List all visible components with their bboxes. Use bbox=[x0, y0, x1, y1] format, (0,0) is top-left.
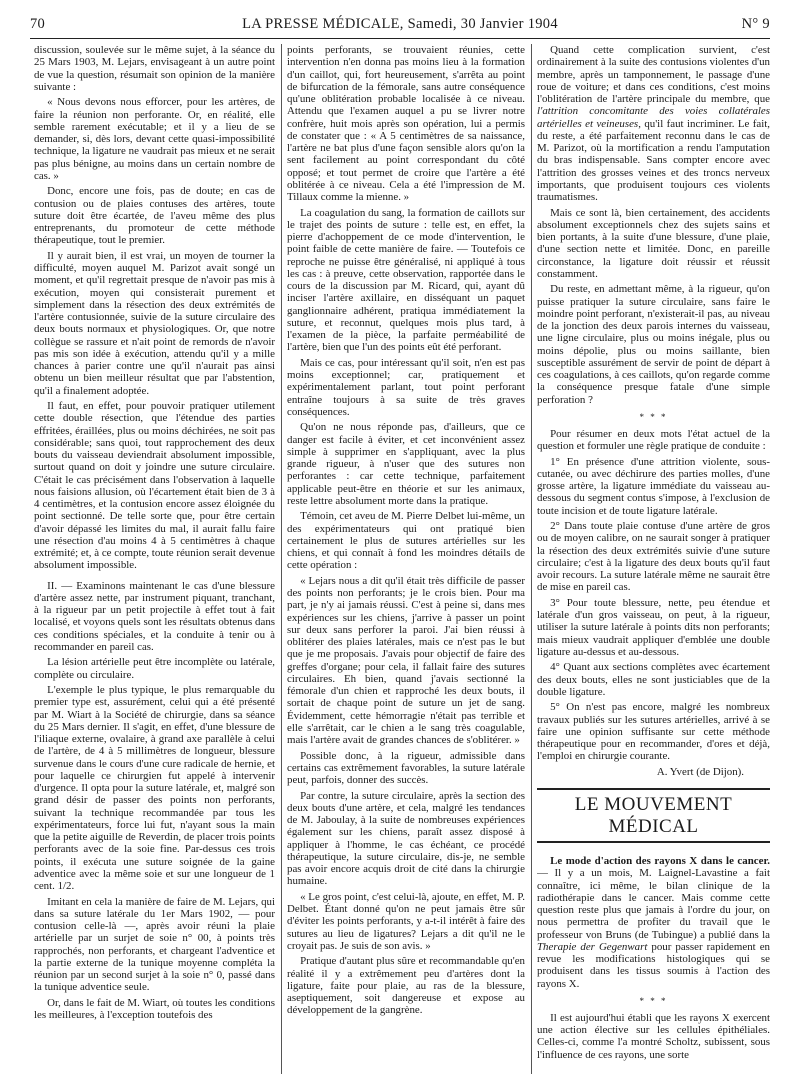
paragraph: Mais ce cas, pour intéressant qu'il soit, n'en est pas moins exceptionnel; car, pratiquement et expérimentalement parlant, tout point perforant entraîne toujours à sa suite de très graves conséquences. bbox=[287, 356, 525, 418]
list-item: 3° Pour toute blessure, nette, peu étendue et latérale d'un gros vaisseau, on peut, à la rigueur, utiliser la suture latérale à points dits non perforants; mais mieux vaudrait appliquer d'emblée une double ligature au-dessus et au-dessous. bbox=[537, 596, 770, 658]
page-number: 70 bbox=[30, 16, 46, 32]
paragraph bbox=[537, 855, 770, 990]
paragraph: La coagulation du sang, la formation de caillots sur le trajet des points de suture : telle est, en effet, la pierre d'achoppement de ce mode d'intervention, le point faible de cette manière de faire. — Toutefois ce reproche ne puisse être généralisé, ni appliqué à tous les cas : à preuve, cette observation, rapportée dans le cours de la discussion par M. Ricard, qui, ayant dû inciser l'artère axillaire, en disséquant un paquet ganglionnaire adhérent, pratiqua immédiatement la suture, et reconnut, quelques mois plus tard, à l'examen de la pièce, la parfaite perméabilité de l'artère, bien que l'un des points eût été perforant. bbox=[287, 206, 525, 354]
column-3 bbox=[537, 44, 770, 1074]
paragraph: La lésion artérielle peut être incomplète ou latérale, complète ou circulaire. bbox=[34, 656, 275, 681]
article-subhead: Le mode d'action des rayons X dans le cancer. bbox=[550, 855, 770, 868]
section-title: LE MOUVEMENT MÉDICAL bbox=[537, 788, 770, 843]
section-ornament: * * * bbox=[639, 411, 668, 422]
paragraph: Imitant en cela la manière de faire de M. Lejars, qui dans sa suture latérale du 1er Mars 1902, — pour contusion celle-là —, après avoir réuni la plaie artérielle par un surjet de soie n° 00, à points très rapprochés, non perforants, et chargeant l'adventice et la partie externe de la tunique moyenne compléta la réunion par un second surjet à la soie n° 0, passé dans la tunique adventice seule. bbox=[34, 895, 275, 994]
paragraph: Il y aurait bien, il est vrai, un moyen de tourner la difficulté, moyen auquel M. Parizot avait songé un moment, et qu'il regrettait presque de n'avoir pas mis à exécution, moyen qui consisterait purement et simplement dans la résection des deux extrémités de l'artère contusionnée, suivie de la suture circulaire des deux bouts normaux et physiologiques. Or, que notre collègue se rassure et n'ait point de remords de n'avoir pas mis son idée à exécution, attendu qu'il y a mille chances à parier contre une qu'il n'aurait pas ainsi obtenu un bien meilleur résultat que par l'abstention, qu'il a finalement adoptée. bbox=[34, 249, 275, 397]
issue-number: N° 9 bbox=[741, 16, 770, 32]
paragraph: Pour résumer en deux mots l'état actuel de la question et formuler une règle pratique de conduite : bbox=[537, 427, 770, 453]
text-run: Quand cette complication survient, c'est ordinairement à la suite des contusions violentes d'un membre, après un tamponnement, le passage d'une roue de voiture; et dans ces conditions, c'est moins l'oblitération de l'artère principale du membre, que bbox=[537, 44, 770, 105]
paragraph: Du reste, en admettant même, à la rigueur, qu'on puisse pratiquer la suture circulaire, sans faire le moindre point perforant, n'existerait-il pas, au niveau de la jonction des deux parois internes du vaisseau, une ligne circulaire, plus ou moins inégale, plus ou moins dépolie, plus ou moins saillante, bien susceptible assurément de servir de point de départ à ces coagulations, à ces caillots, qu'on regarde comme la conséquence presque fatale d'une simple perforation ? bbox=[537, 283, 770, 406]
paragraph: Témoin, cet aveu de M. Pierre Delbet lui-même, un des expérimentateurs qui ont pratiqué bien certainement le plus de sutures artérielles sur les chiens, et qui connaît à fond les moindres détails de cette opération : bbox=[287, 510, 525, 572]
author-signature: A. Yvert (de Dijon). bbox=[656, 765, 744, 778]
text-run: pour passer rapidement en revue les modifications histologiques qui se produisent dans les tissus soumis à l'action des rayons X. bbox=[537, 940, 770, 990]
quotation: « Lejars nous a dit qu'il était très difficile de passer des points non perforants; je le crois bien. Pour ma part, je n'y ai jamais réussi. C'est à peine si, dans mes expériences sur les chiens, j'arrive à passer un point sur deux sans perforer la paroi. J'ai bien réussi à oblitérer des plaies latérales, mais ce n'est pas le but que je me proposais. J'avais pour objectif de faire des greffes d'organe; pour cela, il fallait faire des sutures circulaires. Eh bien, quand j'avais sectionné la fémorale d'un chien et rapproché les deux bouts, il sortait de chaque point de suture un jet de sang. Évidemment, cette hémorragie n'était pas terrible et elle s'arrêtait, car le chien a le sang très coagulable, mais l'artère avait de grandes chances de s'oblitérer. » bbox=[287, 574, 525, 747]
text-run: — Il y a un mois, M. Laignel-Lavastine a fait connaître, ici même, le bilan clinique de la radiothérapie dans le cancer. Mais comme cette question reste plus que jamais à l'ordre du jour, on nous permettra de profiter du travail que le professeur von Bruns (de Tubingue) a publié dans la bbox=[537, 867, 770, 941]
list-item: 2° Dans toute plaie contuse d'une artère de gros ou de moyen calibre, on ne saurait songer à pratiquer la résection des deux extrémités suivie d'une suture circulaire; c'est à la ligature des deux bouts qu'il faut avoir recours. La suture latérale même ne saurait être de mise en pareil cas. bbox=[537, 520, 770, 594]
text-run: , qu'il faut incriminer. Le fait, du reste, a été parfaitement reconnu dans le cas de M. Parizot, où la mortification a rendu l'amputation du bras indispensable. Sans compter encore avec l'attrition des grosses veines et des troncs nerveux importants, que produisent toujours ces violents traumatismes. bbox=[537, 117, 770, 203]
paragraph: Donc, encore une fois, pas de doute; en cas de contusion ou de plaies contuses des artères, toute suture doit être écartée, de l'aveu même des plus entreprenants, du promoteur de cette méthode thérapeutique, tout le premier. bbox=[34, 185, 275, 247]
list-item: 4° Quant aux sections complètes avec écartement des deux bouts, elles ne sont justiciables que de la double ligature. bbox=[537, 661, 770, 698]
paragraph: points perforants, se trouvaient réunies, cette intervention n'en donna pas moins lieu à la formation d'un caillot, qui, fort heureusement, s'arrêta au point de bifurcation de la fémorale, sans autre conséquence qu'une oblitération probable localisée à ce niveau. Attendu que l'examen auquel a pu se livrer notre confrère, huit mois après son opération, lui a permis de constater que : « A 5 centimètres de sa naissance, l'artère ne bat plus d'une façon sensible alors qu'on la sent facilement au point correspondant du côté opposé; et tout permet de croire que l'artère a été oblitérée à ce niveau. Cela a été l'impression de M. Tillaux comme la mienne. » bbox=[287, 44, 525, 203]
paragraph: Possible donc, à la rigueur, admissible dans certains cas extrêmement favorables, la suture latérale peut, parfois, donner des succès. bbox=[287, 749, 525, 787]
paragraph: II. — Examinons maintenant le cas d'une blessure d'artère assez nette, par instrument piquant, tranchant, à la rigueur par un petit projectile à effet tout à fait localisé, et voyons quels sont les résultats obtenus dans ces conditions spéciales, et la conduite à tenir ou à recommander en pareil cas. bbox=[34, 579, 275, 653]
paragraph: discussion, soulevée sur le même sujet, à la séance du 25 Mars 1903, M. Lejars, envisageant à un autre point de vue la question, résumait son opinion de la manière suivante : bbox=[34, 44, 275, 93]
emphasis: Therapie der Gegenwart bbox=[537, 940, 648, 953]
paragraph: L'exemple le plus typique, le plus remarquable du premier type est, assurément, celui qui a été présenté par M. Wiart à la Société de chirurgie, dans sa séance du 25 Mars dernier. Il s'agit, en effet, d'une blessure de l'iliaque externe, ovalaire, à grand axe parallèle à celui de l'artère, de 4 à 5 millimètres de longueur, blessure survenue dans le cours d'une cure radicale de hernie, et pour laquelle ce chirurgien fut appelé à intervenir d'urgence. Il opta pour la suture latérale, et, malgré son grand désir de passer des points non perforants, suivant la technique recommandée par tous les expérimentateurs, force lui fut, n'ayant sous la main que la petite aiguille de Reverdin, de placer trois points perforants avec de la soie fine. Par-dessus ces trois points, il exécuta une suture soignée de la gaine adventice avec la même soie et sur une longueur de 1 cent. 1/2. bbox=[34, 684, 275, 893]
header-rule bbox=[30, 38, 770, 39]
journal-title: LA PRESSE MÉDICALE, Samedi, 30 Janvier 1904 bbox=[242, 16, 558, 32]
paragraph: Mais ce sont là, bien certainement, des accidents absolument exceptionnels chez des sujets sains et bien portants, à la suite d'une blessure, d'une plaie, d'une section nette et limitée. Donc, en pareille circonstance, la ligature doit réussir et réussit constamment. bbox=[537, 206, 770, 280]
paragraph: Il faut, en effet, pour pouvoir pratiquer utilement cette double résection, que l'étendue des parties effritées, éraillées, plus ou moins déchirées, ne soit pas considérable; sans quoi, tout rapprochement des deux bouts du vaisseau deviendrait absolument impossible, surtout quand on doit y joindre une suture circulaire. C'était le cas précisément dans l'observation à laquelle nous faisions allusion, où l'écartement était bien de 3 à 4 centimètres, et la contusion encore assez éloignée du point sectionné. De telle sorte que, pour être certain d'avoir dépassé les limites du mal, il aurait fallu faire une résection d'au moins 4 à 5 centimètres à chaque extrémité; et, à ce compte, toute réunion serait devenue absolument impossible. bbox=[34, 400, 275, 572]
paragraph: Qu'on ne nous réponde pas, d'ailleurs, que ce danger est facile à éviter, et cet inconvénient assez simple à supprimer en s'appliquant, avec la plus grande rigueur, à n'user que des sutures non perforantes : car cette technique, parfaitement applicable peut-être en théorie et sur les animaux, reste lettre absolument morte dans la pratique. bbox=[287, 421, 525, 507]
paragraph: Or, dans le fait de M. Wiart, où toutes les conditions les meilleures, à l'exception toutefois des bbox=[34, 996, 275, 1022]
paragraph: Pratique d'autant plus sûre et recommandable qu'en réalité il y a extrêmement peu d'artères dont la ligature, faite pour plaie, au ras de la blessure, aseptiquement, soit dangereuse et expose au développement de la gangrène. bbox=[287, 955, 525, 1017]
column-divider bbox=[281, 44, 282, 1074]
section-ornament: * * * bbox=[639, 995, 668, 1006]
quotation: « Le gros point, c'est celui-là, ajoute, en effet, M. P. Delbet. Étant donné qu'on ne peut jamais être sûr d'éviter les points perforants, y a-t-il intérêt à faire des sutures au lieu de ligatures? Lejars a dit qu'il ne le croyait pas. Je suis de son avis. » bbox=[287, 890, 525, 952]
column-2 bbox=[287, 44, 525, 1074]
paragraph bbox=[537, 44, 770, 203]
emphasis: l'attrition concomitante des voies collatérales artérielles et veineuses bbox=[537, 105, 770, 130]
paragraph: Il est aujourd'hui établi que les rayons X exercent une action élective sur les cellules épithéliales. Celles-ci, comme l'a montré Scholtz, subissent, sous l'influence de ces rayons, une sorte bbox=[537, 1011, 770, 1061]
paragraph: « Nous devons nous efforcer, pour les artères, de faire la réunion non perforante. Or, en réalité, elle semble rarement exécutable; et il y a lieu de se demander, si, dès lors, devant cette quasi-impossibilité technique, la ligature ne vaudrait pas mieux et ne serait pas plus bénigne, au moins dans un certain nombre de cas. » bbox=[34, 96, 275, 182]
running-header bbox=[30, 16, 770, 36]
column-1 bbox=[34, 44, 275, 1074]
paragraph: Par contre, la suture circulaire, après la section des deux bouts d'une artère, et cela, malgré les tendances de M. Jaboulay, à la suite de nombreuses expériences également sur les chiens, paraît assez disposé à appliquer à l'homme, le cas échéant, ce procédé thérapeutique, la suture circulaire, dis-je, ne semble pas avoir encore acquis droit de cité dans la chirurgie humaine. bbox=[287, 789, 525, 888]
list-item: 5° On n'est pas encore, malgré les nombreux travaux publiés sur les sutures artérielles, arrivé à se faire une opinion suffisante sur cette méthode thérapeutique pour en recommander, d'ores et déjà, l'emploi en chirurgie courante. bbox=[537, 701, 770, 763]
list-item: 1° En présence d'une attrition violente, sous-cutanée, ou avec déchirure des parties molles, d'une grosse artère, la ligature immédiate du vaisseau au-dessous du segment contus s'impose, à l'exclusion de toute incision et de toute ligature latérale. bbox=[537, 455, 770, 517]
column-divider bbox=[531, 44, 532, 1074]
